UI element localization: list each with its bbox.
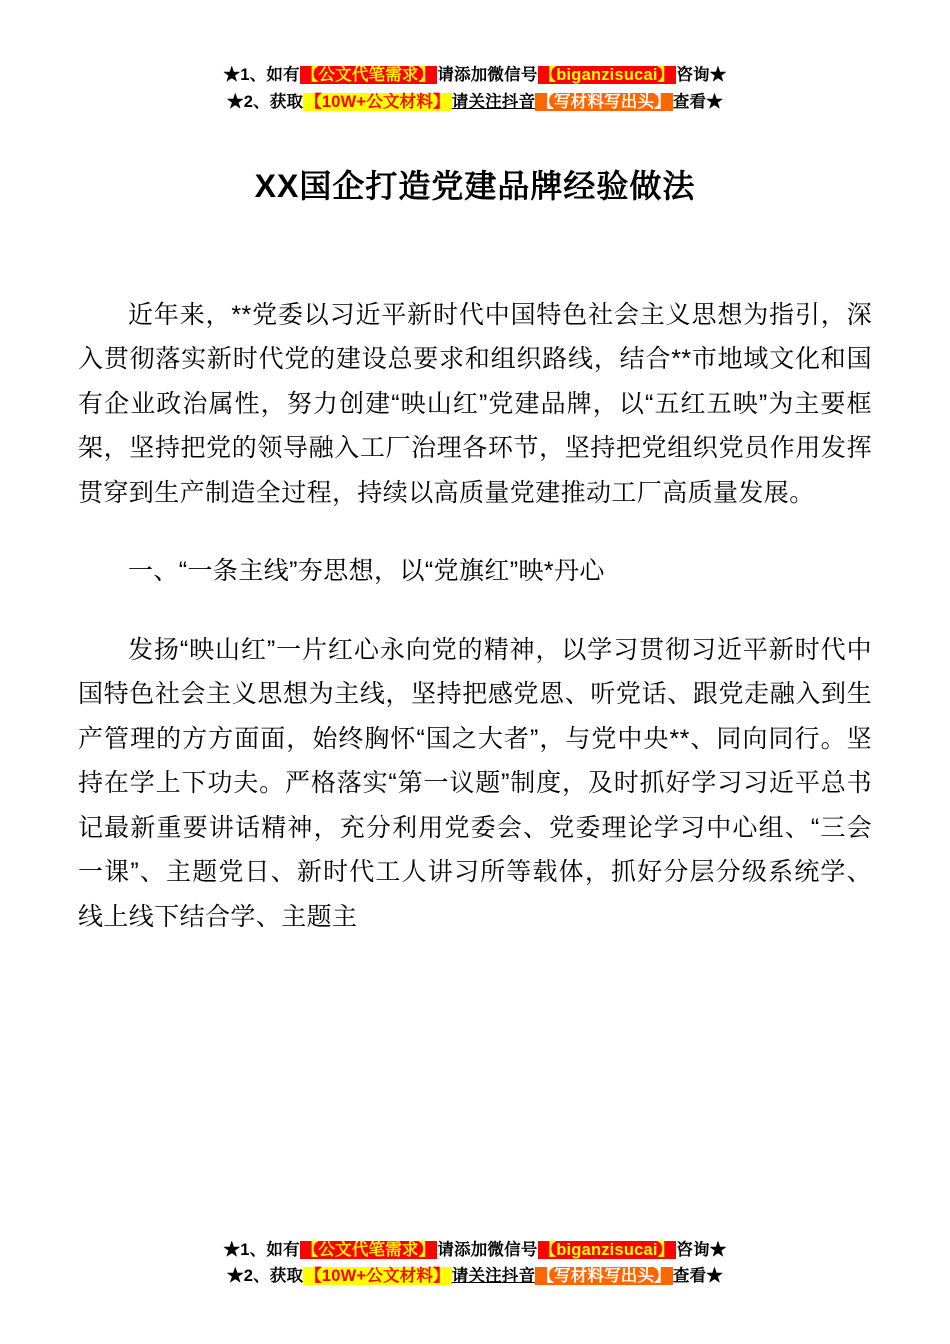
promo-line-2-text-2: 请关注抖音 — [451, 1267, 536, 1286]
paragraph-section-1: 发扬“映山红”一片红心永向党的精神，以学习贯彻习近平新时代中国特色社会主义思想为主线，坚持把感党恩、听党话、跟党走融入到生产管理的方方面面，始终胸怀“国之大者”，与党中央**、同向同行。坚持在学上下功夫。严格落实“第一议题”制度，及时抓好学习习近平总书记最新重要讲话精神，充分利用党委会、党委理论学习中心组、“三会一课”、主题党日、新时代工人讲习所等载体，抓好分层分级系统学、线上线下结合学、主题主 — [78, 635, 872, 931]
promo-line-2-text-2: 请关注抖音 — [451, 92, 536, 111]
promo-line-2-text-1: 获取 — [269, 1267, 304, 1286]
star-left-icon: ★ — [227, 92, 244, 111]
promo-line-1-text-1: 如有 — [266, 1240, 300, 1259]
promo-line-1-text-3: 咨询 — [676, 1240, 710, 1259]
promo-line-2 — [78, 89, 872, 116]
star-right-icon: ★ — [709, 66, 727, 84]
promo-line-1-tag-2: 【biganzisucai】 — [539, 1240, 675, 1259]
star-right-icon: ★ — [709, 1240, 727, 1259]
star-right-icon: ★ — [706, 92, 723, 111]
promo-line-2-text-3: 查看 — [672, 92, 707, 111]
promo-line-2-number: 2、 — [243, 92, 270, 111]
promo-line-2-tag-2: 【写材料写出头】 — [537, 92, 671, 111]
promo-line-2-tag-2: 【写材料写出头】 — [537, 1267, 671, 1286]
star-left-icon: ★ — [227, 1267, 244, 1286]
promo-line-1-text-1: 如有 — [266, 66, 300, 84]
promo-line-1 — [78, 62, 872, 89]
page-title: XX国企打造党建品牌经验做法 — [254, 168, 696, 205]
section-heading-1: 一、“一条主线”夯思想，以“党旗红”映*丹心 — [128, 557, 605, 586]
promo-line-1-tag-1: 【公文代笔需求】 — [301, 1240, 436, 1259]
promo-line-1-text-2: 请添加微信号 — [437, 1240, 538, 1259]
promo-line-2 — [0, 1263, 950, 1290]
promo-line-1-text-2: 请添加微信号 — [437, 66, 538, 84]
promo-line-2-text-1: 获取 — [269, 92, 304, 111]
star-right-icon: ★ — [706, 1267, 723, 1286]
promo-line-1-tag-1: 【公文代笔需求】 — [301, 66, 436, 84]
promo-line-2-tag-1: 【10W+公文材料】 — [305, 1267, 450, 1286]
promo-line-1-tag-2: 【biganzisucai】 — [539, 66, 675, 84]
promo-line-1-number: 1、 — [240, 66, 267, 84]
star-left-icon: ★ — [223, 1240, 241, 1259]
promo-line-2-tag-1: 【10W+公文材料】 — [305, 92, 450, 111]
document-body — [78, 293, 872, 1344]
promo-line-1-number: 1、 — [240, 1240, 267, 1259]
promo-line-2-number: 2、 — [243, 1267, 270, 1286]
promo-banner-bottom — [0, 1237, 950, 1290]
star-left-icon: ★ — [223, 66, 241, 84]
promo-line-2-text-3: 查看 — [672, 1267, 707, 1286]
paragraph-intro: 近年来，**党委以习近平新时代中国特色社会主义思想为指引，深入贯彻落实新时代党的建设总要求和组织路线，结合**市地域文化和国有企业政治属性，努力创建“映山红”党建品牌，以“五红五映”为主要框架，坚持把党的领导融入工厂治理各环节，坚持把党组织党员作用发挥贯穿到生产制造全过程，持续以高质量党建推动工厂高质量发展。 — [78, 300, 872, 507]
promo-banner-top — [78, 0, 872, 115]
promo-line-1 — [0, 1237, 950, 1264]
promo-line-1-text-3: 咨询 — [676, 66, 710, 84]
